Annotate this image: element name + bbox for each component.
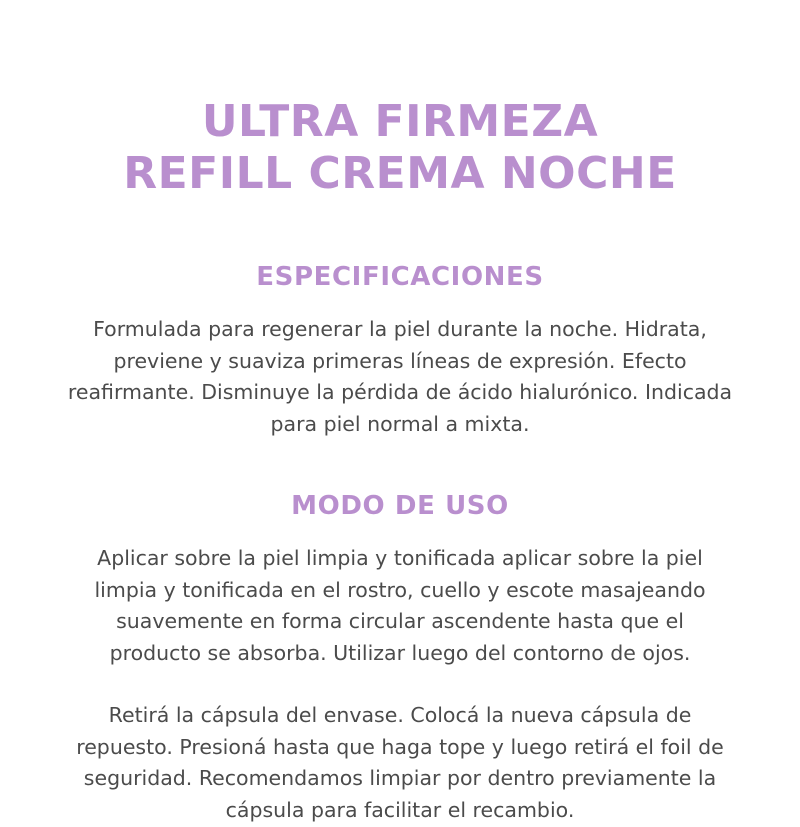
usage-heading: MODO DE USO — [291, 490, 509, 521]
specifications-section — [60, 262, 740, 441]
page-title-line-2: REFILL CREMA NOCHE — [123, 147, 677, 199]
page-title-line-1: ULTRA FIRMEZA — [201, 96, 599, 147]
usage-paragraph-1: Aplicar sobre la piel limpia y tonificada aplicar sobre la piel limpia y tonificada en el rostro, cuello y escote masajeando suavemente en forma circular ascendente hasta que el producto se absorba. Utilizar luego del contorno de ojos. — [94, 545, 706, 666]
specifications-text: Formulada para regenerar la piel durante la noche. Hidrata, previene y suaviza primeras líneas de expresión. Efecto reafirmante. Disminuye la pérdida de ácido hialurónico. Indicada para piel normal a mixta. — [67, 316, 733, 437]
usage-paragraph-2: Retirá la cápsula del envase. Colocá la nueva cápsula de repuesto. Presioná hasta que haga tope y luego retirá el foil de seguridad. Recomendamos limpiar por dentro previamente la cápsula para facilitar el recambio. — [76, 702, 724, 823]
usage-section — [60, 491, 740, 827]
page-title — [123, 96, 677, 200]
specifications-heading: ESPECIFICACIONES — [256, 261, 544, 292]
